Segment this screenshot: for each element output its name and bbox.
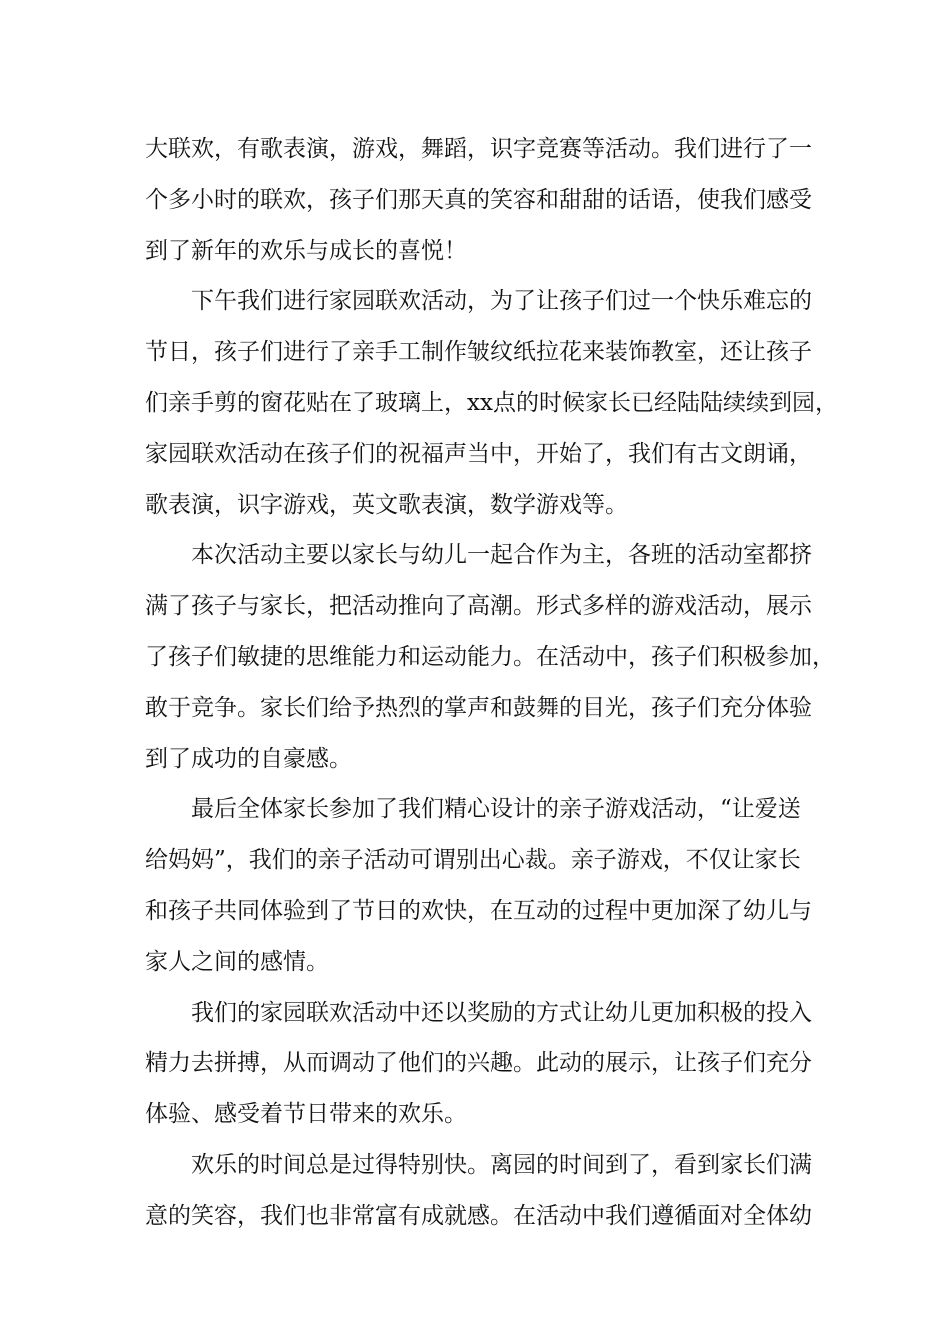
text-line: 个多小时的联欢，孩子们那天真的笑容和甜甜的话语，使我们感受: [145, 186, 812, 213]
text-line: 体验、感受着节日带来的欢乐。: [145, 1101, 467, 1128]
paragraph-2: [145, 276, 838, 530]
text-line: 给妈妈”，我们的亲子活动可谓别出心裁。亲子游戏，不仅让家长: [145, 847, 801, 874]
text-line: 下午我们进行家园联欢活动，为了让孩子们过一个快乐难忘的: [191, 288, 812, 315]
text-line: 欢乐的时间总是过得特别快。离园的时间到了，看到家长们满: [191, 1151, 812, 1178]
text-line: 到了新年的欢乐与成长的喜悦！: [145, 237, 467, 264]
text-line: 本次活动主要以家长与幼儿一起合作为主，各班的活动室都挤: [191, 542, 812, 569]
text-line: 最后全体家长参加了我们精心设计的亲子游戏活动，“让爱送: [191, 796, 801, 823]
text-line: 满了孩子与家长，把活动推向了高潮。形式多样的游戏活动，展示: [145, 593, 812, 620]
text-line: 敢于竞争。家长们给予热烈的掌声和鼓舞的目光，孩子们充分体验: [145, 694, 812, 721]
text-line: 到了成功的自豪感。: [145, 745, 352, 772]
text-line: 歌表演，识字游戏，英文歌表演，数学游戏等。: [145, 491, 628, 518]
text-line: 了孩子们敏捷的思维能力和运动能力。在活动中，孩子们积极参加，: [145, 643, 835, 670]
text-line: 节日，孩子们进行了亲手工制作皱纹纸拉花来装饰教室，还让孩子: [145, 339, 812, 366]
text-line: 大联欢，有歌表演，游戏，舞蹈，识字竞赛等活动。我们进行了一: [145, 136, 812, 162]
paragraph-5: [145, 988, 825, 1140]
text-line: 和孩子共同体验到了节日的欢快，在互动的过程中更加深了幼儿与: [145, 897, 812, 924]
text-line: 家园联欢活动在孩子们的祝福声当中，开始了，我们有古文朗诵，: [145, 440, 812, 467]
paragraph-4: [145, 784, 825, 987]
text-line: 们亲手剪的窗花贴在了玻璃上，xx点的时候家长已经陆陆续续到园，: [145, 389, 838, 416]
paragraph-1: [145, 124, 825, 276]
text-line: 意的笑容，我们也非常富有成就感。在活动中我们遵循面对全体幼: [145, 1202, 812, 1229]
document-body: [145, 124, 838, 1242]
paragraph-6: [145, 1140, 825, 1242]
text-line: 精力去拼搏，从而调动了他们的兴趣。此动的展示，让孩子们充分: [145, 1050, 812, 1077]
text-line: 我们的家园联欢活动中还以奖励的方式让幼儿更加积极的投入: [191, 999, 812, 1026]
paragraph-3: [145, 530, 835, 784]
text-line: 家人之间的感情。: [145, 948, 329, 975]
